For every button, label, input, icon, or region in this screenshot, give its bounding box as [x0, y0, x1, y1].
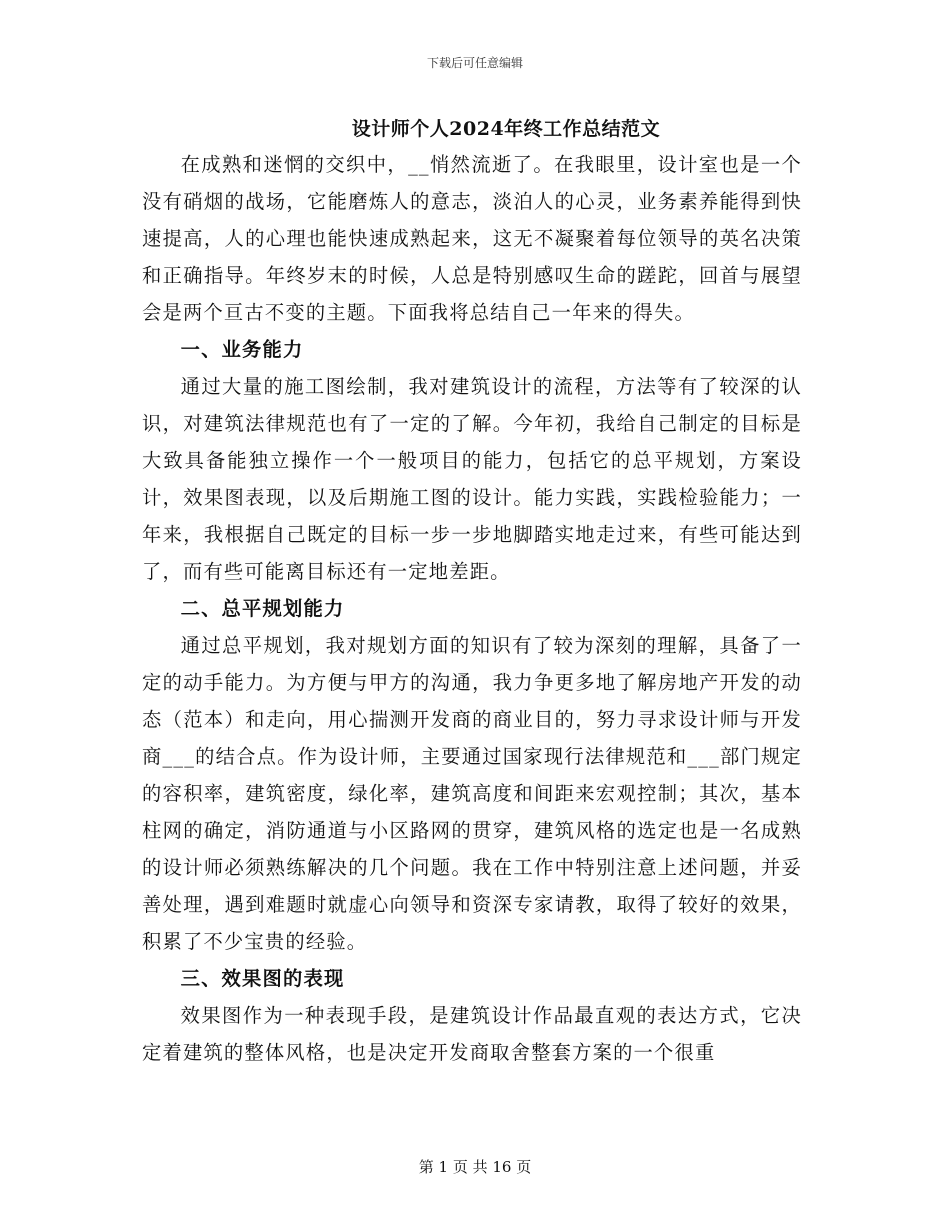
paragraph-business-ability: 通过大量的施工图绘制，我对建筑设计的流程，方法等有了较深的认识，对建筑法律规范也有了一定的了解。今年初，我给自己制定的目标是大致具备能独立操作一个一般项目的能力，包括它的总平规划，方案设计，效果图表现，以及后期施工图的设计。能力实践，实践检验能力；一年来，我根据自己既定的目标一步一步地脚踏实地走过来，有些可能达到了，而有些可能离目标还有一定地差距。 [142, 375, 802, 583]
document-title: 设计师个人2024年终工作总结范文 [351, 118, 661, 140]
paragraph-master-planning: 通过总平规划，我对规划方面的知识有了较为深刻的理解，具备了一定的动手能力。为方便与甲方的沟通，我力争更多地了解房地产开发的动态（范本）和走向，用心揣测开发商的商业目的，努力寻求设计师与开发商___的结合点。作为设计师，主要通过国家现行法律规范和___部门规定的容积率，建筑密度，绿化率，建筑高度和间距来宏观控制；其次，基本柱网的确定，消防通道与小区路网的贯穿，建筑风格的选定也是一名成熟的设计师必须熟练解决的几个问题。我在工作中特别注意上述问题，并妥善处理，遇到难题时就虚心向领导和资深专家请教，取得了较好的效果，积累了不少宝贵的经验。 [142, 634, 802, 953]
section-heading-business-ability: 一、业务能力 [180, 338, 304, 361]
paragraph-rendering: 效果图作为一种表现手段，是建筑设计作品最直观的表达方式，它决定着建筑的整体风格，也是决定开发商取舍整套方案的一个很重 [142, 1004, 802, 1064]
paragraph-intro: 在成熟和迷惘的交织中，__悄然流逝了。在我眼里，设计室也是一个没有硝烟的战场，它能磨炼人的意志，淡泊人的心灵，业务素养能得到快速提高，人的心理也能快速成熟起来，这无不凝聚着每位领导的英名决策和正确指导。年终岁末的时候，人总是特别感叹生命的蹉跎，回首与展望会是两个亘古不变的主题。下面我将总结自己一年来的得失。 [142, 153, 802, 324]
section-heading-rendering: 三、效果图的表现 [180, 967, 345, 990]
page-header-note: 下载后可任意编辑 [426, 56, 523, 70]
section-heading-master-planning: 二、总平规划能力 [180, 597, 345, 620]
document-body [142, 114, 802, 1071]
page-number: 第 1 页 共 16 页 [418, 1158, 532, 1176]
